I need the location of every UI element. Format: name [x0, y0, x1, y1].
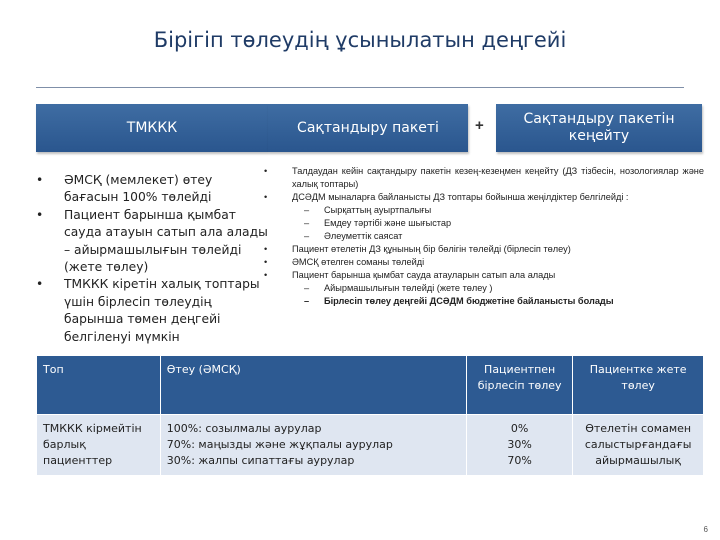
list-item [264, 191, 704, 204]
bullet-icon: • [264, 244, 268, 254]
cell-topup: Өтелетін сомамен салыстырғандағы айырмашылық [573, 415, 704, 476]
header-cell-topup: Пациентке жете төлеу [573, 356, 704, 415]
cell-coverage [160, 415, 466, 476]
bullet-icon: • [264, 270, 268, 280]
plus-sign: + [475, 117, 484, 134]
page-number: 6 [703, 525, 708, 534]
sub-list-item [264, 295, 704, 308]
cell-group: ТМККК кірмейтін барлық пациенттер [37, 415, 161, 476]
page-title: Бірігіп төлеудің ұсынылатын деңгейі [153, 28, 567, 52]
dash-icon: – [304, 296, 310, 306]
list-item [36, 207, 268, 277]
list-item-text: Пациент барынша қымбат сауда атауын сатып ала алады – айырмашылығын төлейді (жете төлеу) [64, 207, 268, 275]
header-insurance-package: Сақтандыру пакеті [268, 104, 468, 152]
tmkkk-bullet-list [36, 172, 268, 346]
list-item-text: ӘМСҚ өтелген соманы төлейді [292, 257, 425, 267]
coverage-line: 100%: созылмалы аурулар [166, 422, 322, 435]
bullet-icon: • [36, 277, 44, 292]
title-divider [36, 87, 684, 88]
dash-icon: – [304, 231, 310, 241]
list-item-text: ДСӘДМ мыналарға байланысты ДЗ топтары бойынша жеңілдіктер белгілейді : [292, 192, 629, 202]
list-item-text: Пациент барынша қымбат сауда атауларын сатып ала алады [292, 270, 556, 280]
list-item [264, 256, 704, 269]
header-cell-group: Топ [37, 356, 161, 415]
sub-list-item-text: Емдеу тәртібі және шығыстар [324, 218, 452, 228]
dash-icon: – [304, 205, 310, 215]
bullet-icon: • [264, 166, 268, 176]
list-item [264, 165, 704, 191]
sub-list-item [264, 282, 704, 295]
list-item [264, 269, 704, 282]
header-cell-coverage: Өтеу (ӘМСҚ) [160, 356, 466, 415]
sub-list-item-text: Айырмашылығын төлейді (жете төлеу ) [324, 283, 493, 293]
bullet-icon: • [36, 173, 44, 187]
list-item-text: ТМККК кіретін халық топтары үшін бірлесіп төлеудің барынша төмен деңгейі белгіленуі мүмкін [64, 277, 260, 344]
list-item [36, 276, 268, 346]
table-header-row [37, 356, 704, 415]
list-item [264, 243, 704, 256]
bullet-icon: • [36, 207, 44, 222]
sub-list-item [264, 204, 704, 217]
sub-list-item [264, 217, 704, 230]
coverage-line: 30%: жалпы сипаттағы аурулар [166, 454, 355, 467]
copay-line: 70% [507, 454, 532, 467]
header-tmkkk: ТМККК [36, 104, 268, 152]
sub-list-item-text: Бірлесіп төлеу деңгейі ДСӘДМ бюджетіне байланысты болады [324, 296, 614, 306]
bullet-icon: • [264, 192, 268, 202]
list-item-text: Талдаудан кейін сақтандыру пакетін кезең-кезеңмен кеңейту (ДЗ тізбесін, нозологиялар және халық топтары) [292, 166, 704, 189]
copay-line: 0% [510, 422, 529, 435]
table-row [37, 415, 704, 476]
copay-line: 30% [507, 438, 532, 451]
list-item-text: ӘМСҚ (мемлекет) өтеу бағасын 100% төлейді [64, 173, 213, 205]
sub-list-item [264, 230, 704, 243]
header-cell-copay: Пациентпен бірлесіп төлеу [466, 356, 572, 415]
dash-icon: – [304, 218, 310, 228]
sub-list-item-text: Сырқаттың ауыртпалығы [324, 205, 432, 215]
coverage-line: 70%: маңызды және жұқпалы аурулар [166, 438, 393, 451]
cell-copay [466, 415, 572, 476]
bullet-icon: • [264, 257, 268, 267]
package-bullet-list [264, 165, 704, 308]
list-item-text: Пациент өтелетін ДЗ құнының бір бөлігін төлейді (бірлесіп төлеу) [292, 244, 571, 254]
reimbursement-table [36, 355, 704, 476]
sub-list-item-text: Әлеуметтік саясат [324, 231, 403, 241]
header-package-expansion: Сақтандыру пакетін кеңейту [496, 104, 702, 152]
list-item [36, 172, 268, 207]
dash-icon: – [304, 283, 310, 293]
